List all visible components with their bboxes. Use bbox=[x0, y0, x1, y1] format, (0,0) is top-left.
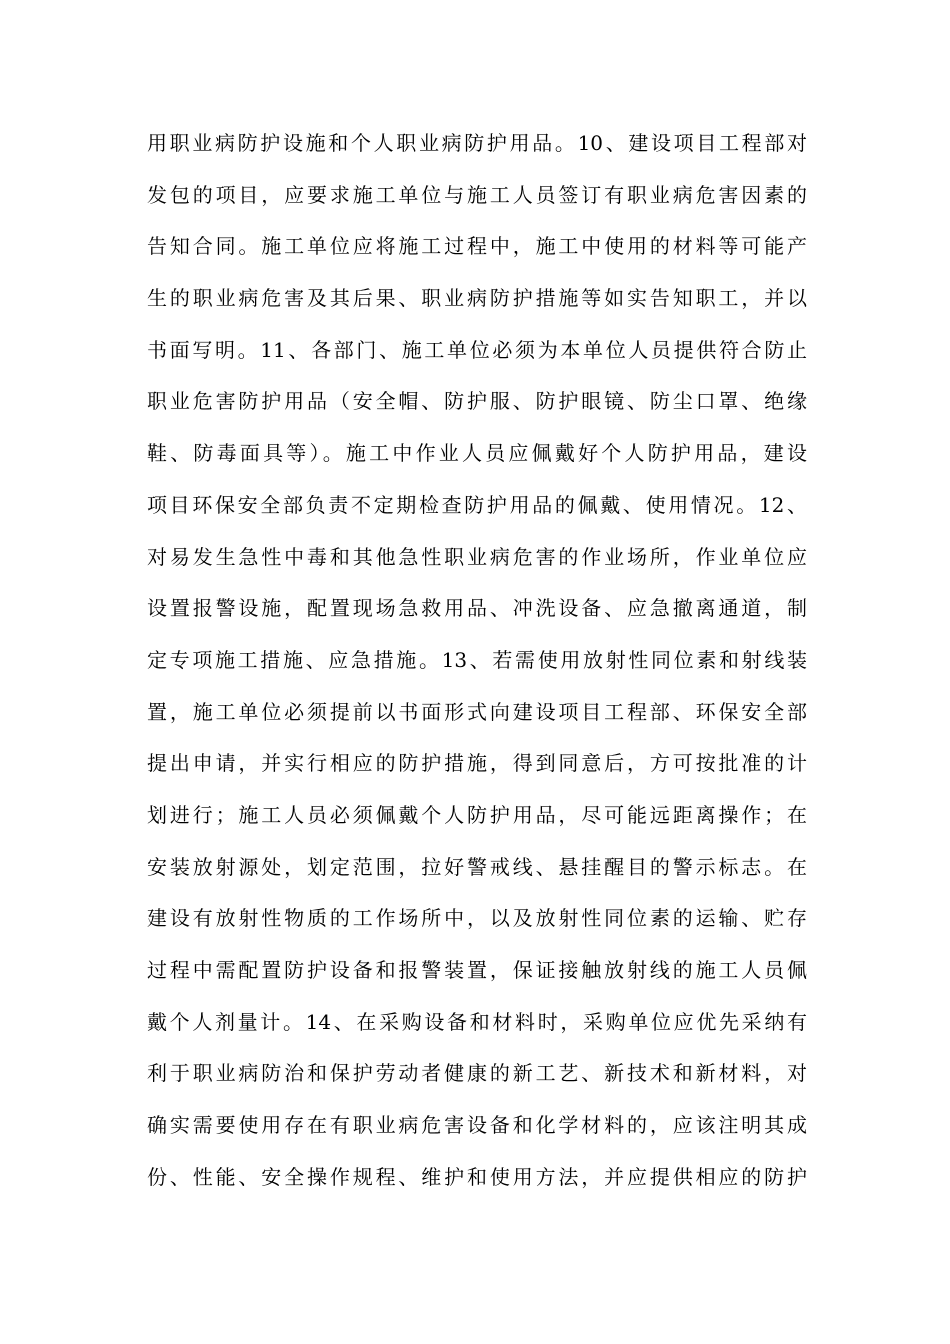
text-line: 用职业病防护设施和个人职业病防护用品。10、建设项目工程部对 bbox=[147, 131, 807, 155]
body-paragraph bbox=[147, 118, 807, 1203]
text-line: 书面写明。11、各部门、施工单位必须为本单位人员提供符合防止 bbox=[147, 337, 807, 362]
text-line: 生的职业病危害及其后果、职业病防护措施等如实告知职工，并以 bbox=[147, 286, 807, 311]
text-line: 划进行；施工人员必须佩戴个人防护用品，尽可能远距离操作；在 bbox=[147, 802, 807, 827]
text-line: 利于职业病防治和保护劳动者健康的新工艺、新技术和新材料，对 bbox=[147, 1061, 807, 1086]
text-line: 份、性能、安全操作规程、维护和使用方法，并应提供相应的防护 bbox=[147, 1164, 807, 1189]
text-line: 确实需要使用存在有职业病危害设备和化学材料的，应该注明其成 bbox=[147, 1113, 807, 1138]
text-line: 定专项施工措施、应急措施。13、若需使用放射性同位素和射线装 bbox=[147, 647, 807, 672]
text-line: 项目环保安全部负责不定期检查防护用品的佩戴、使用情况。12、 bbox=[147, 492, 807, 517]
text-line: 鞋、防毒面具等）。施工中作业人员应佩戴好个人防护用品，建设 bbox=[147, 441, 807, 466]
text-line: 戴个人剂量计。14、在采购设备和材料时，采购单位应优先采纳有 bbox=[147, 1009, 807, 1034]
text-line: 建设有放射性物质的工作场所中，以及放射性同位素的运输、贮存 bbox=[147, 906, 807, 931]
text-line: 提出申请，并实行相应的防护措施，得到同意后，方可按批准的计 bbox=[147, 751, 807, 776]
text-line: 告知合同。施工单位应将施工过程中，施工中使用的材料等可能产 bbox=[147, 234, 807, 259]
text-line: 对易发生急性中毒和其他急性职业病危害的作业场所，作业单位应 bbox=[147, 544, 807, 569]
text-line: 发包的项目，应要求施工单位与施工人员签订有职业病危害因素的 bbox=[147, 182, 807, 207]
text-line: 过程中需配置防护设备和报警装置，保证接触放射线的施工人员佩 bbox=[147, 958, 807, 982]
text-line: 职业危害防护用品（安全帽、防护服、防护眼镜、防尘口罩、绝缘 bbox=[147, 389, 807, 414]
text-line: 置，施工单位必须提前以书面形式向建设项目工程部、环保安全部 bbox=[147, 699, 807, 724]
text-line: 安装放射源处，划定范围，拉好警戒线、悬挂醒目的警示标志。在 bbox=[147, 854, 807, 879]
text-line: 设置报警设施，配置现场急救用品、冲洗设备、应急撤离通道，制 bbox=[147, 596, 807, 621]
